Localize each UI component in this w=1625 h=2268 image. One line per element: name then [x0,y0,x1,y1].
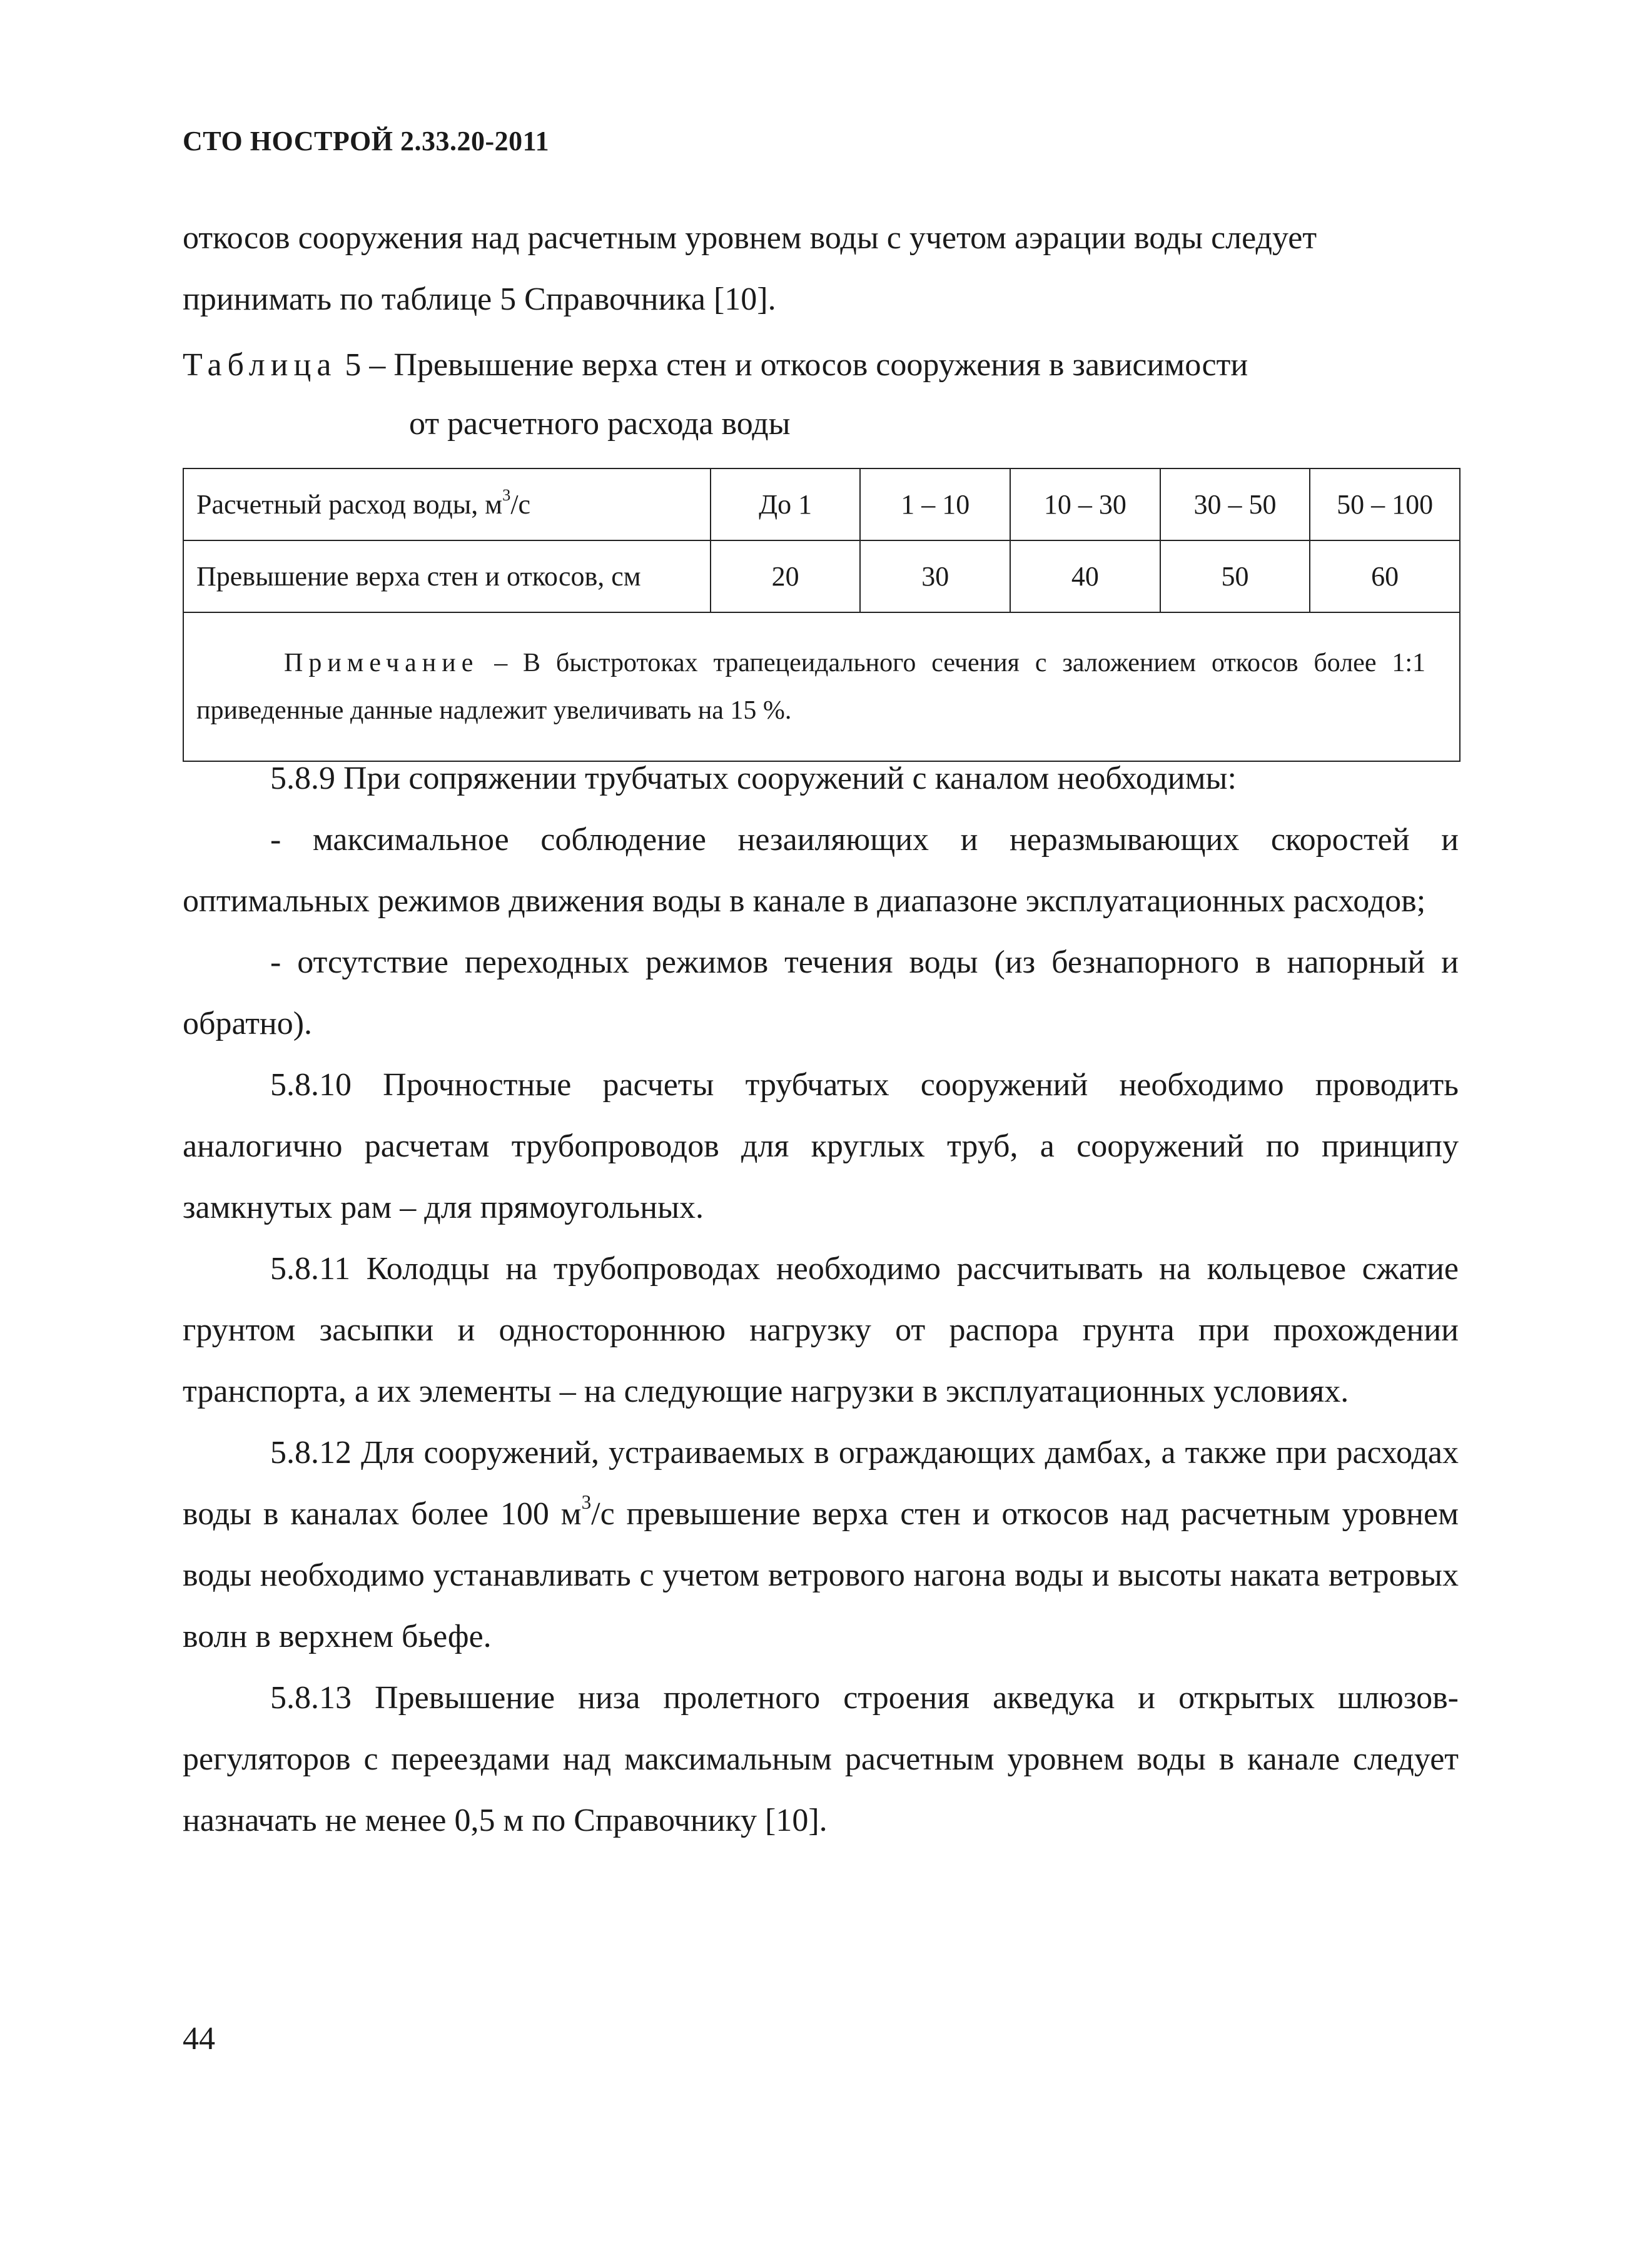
table-note [183,612,1460,761]
intro-line-1: откосов сооружения над расчетным уровнем воды с учетом аэрации воды следует [183,220,1317,256]
table-caption-label: Таблица [183,347,337,383]
table-cell: 30 – 50 [1160,468,1310,540]
table-row-label: Превышение верха стен и откосов, см [183,540,711,612]
paragraph-5-8-11: 5.8.11 Колодцы на трубопроводах необходимо рассчитывать на кольцевое сжатие грунтом засыпки и одностороннюю нагрузку от распора грунта при прохождении транспорта, а их элементы – на следующие нагрузки в эксплуатационных условиях. [183,1251,1459,1409]
table-cell: 50 [1160,540,1310,612]
table-cell: 10 – 30 [1010,468,1160,540]
intro-text [183,208,1459,330]
intro-line-2: принимать по таблице 5 Справочника [10]. [183,281,776,317]
table-cell: 40 [1010,540,1160,612]
table-cell: 60 [1310,540,1460,612]
table-note-text: – В быстротоках трапецеидального сечения с заложением откосов более 1:1 приведенные данные надлежит увеличивать на 15 %. [196,649,1425,725]
table-row-label: Расчетный расход воды, $м^3/с$ [183,468,711,540]
table-caption-line-2: от расчетного расхода воды [409,406,791,442]
table-caption [183,347,1248,383]
table-cell: 20 [711,540,861,612]
table-caption-title: 5 – Превышение верха стен и откосов сооружения в зависимости [337,347,1248,383]
paragraph-5-8-10: 5.8.10 Прочностные расчеты трубчатых сооружений необходимо проводить аналогично расчетам трубопроводов для круглых труб, а сооружений по принципу замкнутых рам – для прямоугольных. [183,1067,1459,1225]
table-note-label: Примечание [284,649,479,677]
table-row [183,468,1460,540]
table-row [183,540,1460,612]
body-text [183,748,1459,1851]
paragraph-5-8-9: 5.8.9 При сопряжении трубчатых сооружений с каналом необходимы: [270,761,1237,796]
list-item: - максимальное соблюдение незаиляющих и неразмывающих скоростей и оптимальных режимов движения воды в канале в диапазоне эксплуатационных расходов; [183,822,1459,919]
table-cell: 50 – 100 [1310,468,1460,540]
table-cell: До 1 [711,468,861,540]
page-number: 44 [183,2021,215,2057]
discharge-table [183,468,1460,762]
list-item: - отсутствие переходных режимов течения воды (из безнапорного в напорный и обратно). [183,944,1459,1041]
table-cell: 1 – 10 [860,468,1010,540]
paragraph-5-8-12: 5.8.12 Для сооружений, устраиваемых в ограждающих дамбах, а также при расходах воды в каналах более 100 $м^3/с$ превышение верха стен и откосов над расчетным уровнем воды необходимо устанавливать с учетом ветрового нагона воды и высоты наката ветровых волн в верхнем бьефе. [183,1435,1459,1654]
table-note-row [183,612,1460,761]
document-header: СТО НОСТРОЙ 2.33.20-2011 [183,126,550,156]
table-cell: 30 [860,540,1010,612]
paragraph-5-8-13: 5.8.13 Превышение низа пролетного строения акведука и открытых шлюзов-регуляторов с переездами над максимальным расчетным уровнем воды в канале следует назначать не менее 0,5 м по Справочнику [10]. [183,1680,1459,1838]
